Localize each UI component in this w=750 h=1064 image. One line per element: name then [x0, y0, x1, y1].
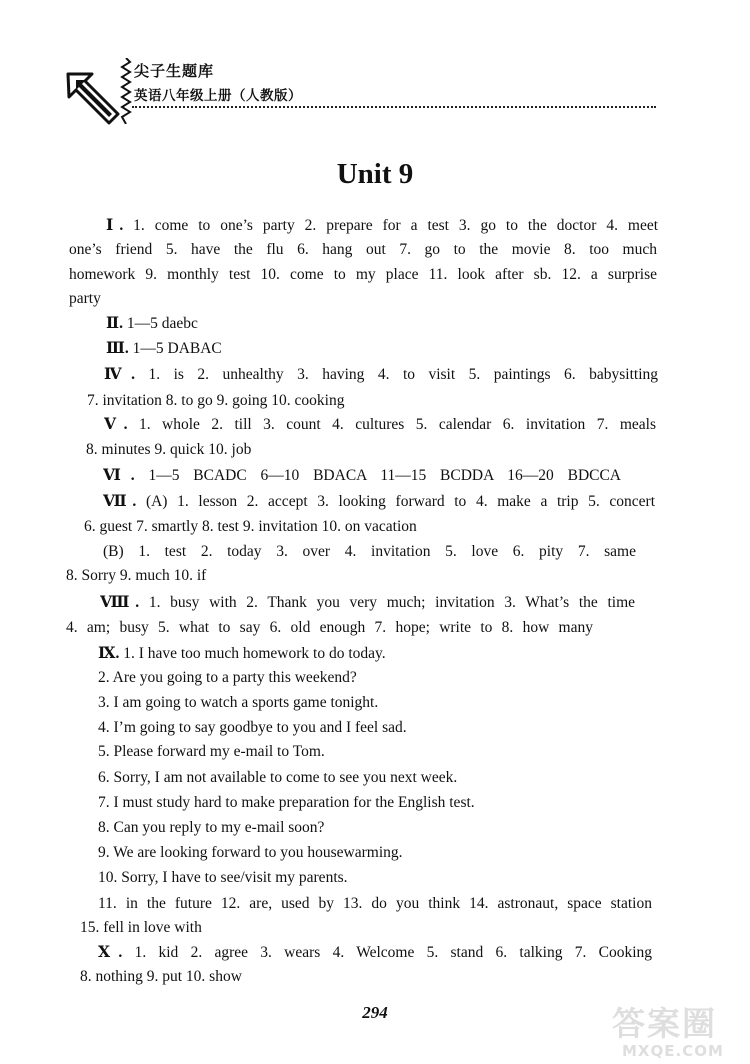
series-title: 尖子生题库	[134, 62, 215, 80]
text-line	[103, 492, 655, 514]
text-line: 6. Sorry, I am not available to come to see you next week.	[98, 769, 458, 786]
answer-text: 1—5 daebc	[126, 315, 198, 332]
text-line	[106, 314, 198, 334]
text-line: 9. We are looking forward to you housewarming.	[98, 844, 403, 861]
section-label: Ⅳ.	[104, 366, 136, 383]
text-line: 7. I must study hard to make preparation for the English test.	[98, 794, 475, 811]
answer-text: 1. is 2. unhealthy 3. having 4. to visit 5. paintings 6. babysitting	[148, 366, 658, 383]
text-line	[104, 415, 656, 437]
section-label: Ⅶ.	[103, 493, 137, 510]
text-line	[104, 365, 658, 387]
section-label: Ⅸ.	[98, 645, 120, 662]
text-line: 2. Are you going to a party this weekend?	[98, 669, 357, 686]
text-line: 4. am; busy 5. what to say 6. old enough 7. hope; write to 8. how many	[66, 619, 593, 636]
text-line: 8. nothing 9. put 10. show	[80, 968, 242, 985]
text-line: party	[69, 290, 101, 307]
section-label: Ⅰ.	[106, 217, 124, 234]
page-title: Unit 9	[336, 158, 414, 190]
text-line: 8. minutes 9. quick 10. job	[86, 441, 252, 458]
section-label: Ⅹ.	[98, 944, 123, 961]
text-line: 7. invitation 8. to go 9. going 10. cooking	[87, 392, 345, 409]
text-line: (B) 1. test 2. today 3. over 4. invitation 5. love 6. pity 7. same	[103, 543, 636, 560]
text-line	[103, 466, 621, 488]
text-line	[98, 644, 386, 664]
page-number: 294	[362, 1003, 388, 1022]
book-title: 英语八年级上册（人教版）	[134, 88, 302, 104]
text-line: 5. Please forward my e-mail to Tom.	[98, 743, 325, 760]
answer-text: 1. I have too much homework to do today.	[123, 645, 386, 662]
answer-text: 1. busy with 2. Thank you very much; invitation 3. What’s the time	[148, 594, 635, 611]
zigzag-divider	[120, 58, 132, 124]
text-line	[106, 216, 658, 238]
section-label: Ⅵ.	[103, 467, 135, 484]
text-line: 11. in the future 12. are, used by 13. do you think 14. astronaut, space station	[98, 895, 652, 912]
answer-text: 1. kid 2. agree 3. wears 4. Welcome 5. stand 6. talking 7. Cooking	[134, 944, 652, 961]
text-line	[100, 593, 635, 615]
section-label: Ⅴ.	[104, 416, 128, 433]
book-header	[62, 56, 662, 126]
arrow-logo-icon	[62, 68, 124, 126]
text-line: 10. Sorry, I have to see/visit my parents.	[98, 869, 348, 886]
text-line: homework 9. monthly test 10. come to my place 11. look after sb. 12. a surprise	[69, 266, 657, 283]
text-line: 15. fell in love with	[80, 919, 202, 936]
text-line: 8. Sorry 9. much 10. if	[66, 567, 207, 584]
section-label: Ⅱ.	[106, 315, 123, 332]
text-line: 3. I am going to watch a sports game tonight.	[98, 694, 379, 711]
watermark-logo	[612, 998, 747, 1064]
text-line: 8. Can you reply to my e-mail soon?	[98, 819, 325, 836]
text-line: one’s friend 5. have the flu 6. hang out 7. go to the movie 8. too much	[69, 241, 657, 258]
text-line: 4. I’m going to say goodbye to you and I feel sad.	[98, 719, 407, 736]
text-line	[98, 943, 652, 965]
text-line	[106, 339, 222, 359]
watermark-text: 答案圈	[612, 1004, 717, 1043]
answer-text: 1—5 BCADC 6—10 BDACA 11—15 BCDDA 16—20 BDCCA	[148, 467, 621, 484]
section-label: Ⅲ.	[106, 340, 129, 357]
header-dotted-rule	[132, 106, 656, 108]
watermark-url: MXQE.COM	[622, 1042, 724, 1060]
answer-text: 1—5 DABAC	[132, 340, 222, 357]
answer-text: (A) 1. lesson 2. accept 3. looking forward to 4. make a trip 5. concert	[145, 493, 655, 510]
text-line: 6. guest 7. smartly 8. test 9. invitation 10. on vacation	[84, 518, 417, 535]
section-label: Ⅷ.	[100, 594, 140, 611]
answer-text: 1. come to one’s party 2. prepare for a test 3. go to the doctor 4. meet	[133, 217, 658, 234]
answer-text: 1. whole 2. till 3. count 4. cultures 5. calendar 6. invitation 7. meals	[138, 416, 656, 433]
